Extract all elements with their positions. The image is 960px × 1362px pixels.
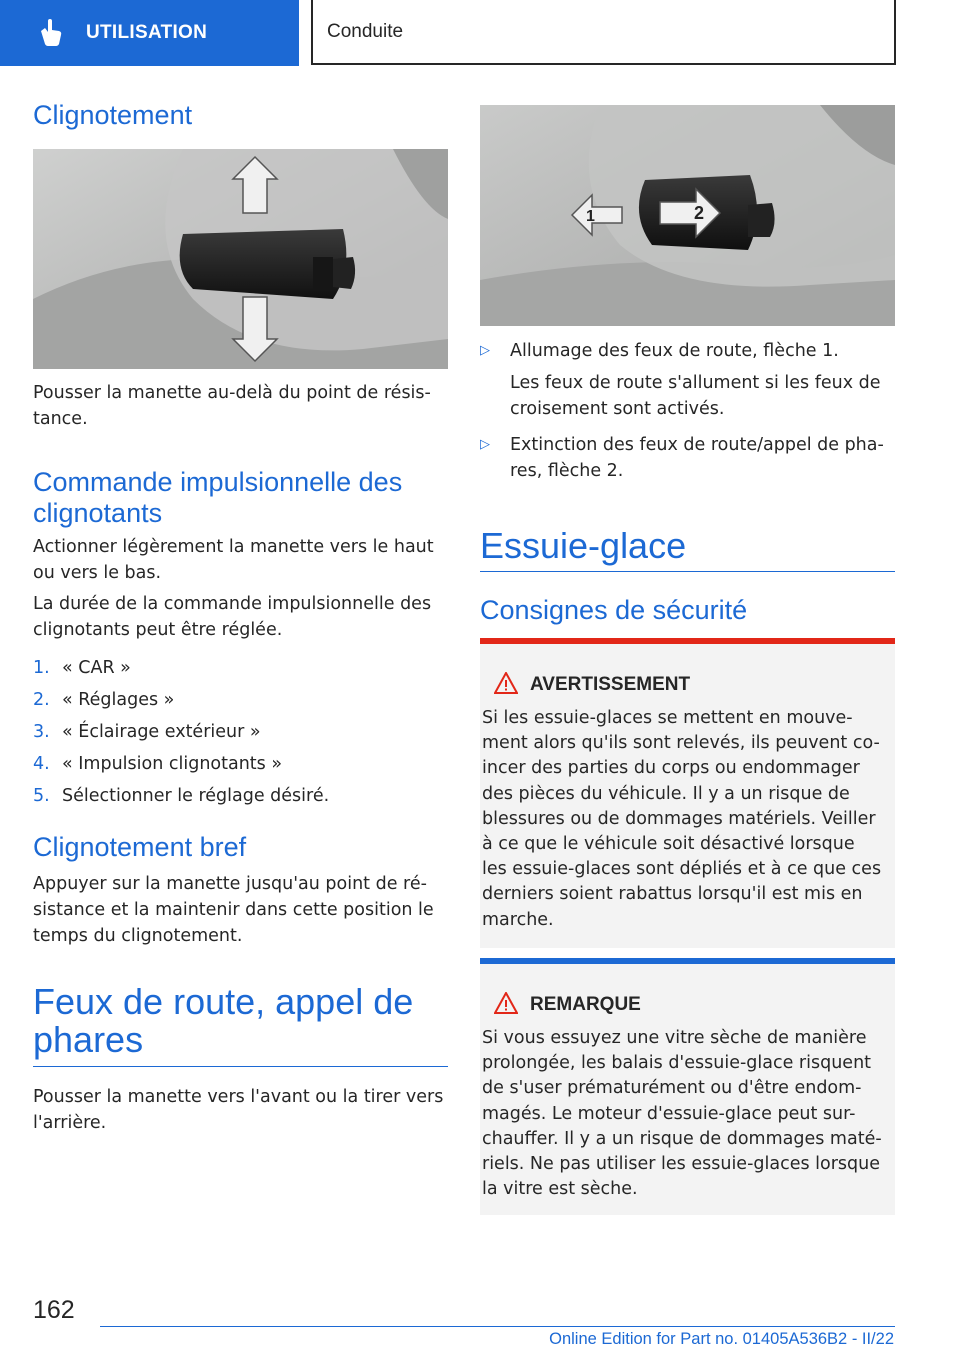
settings-steps-list: [33, 652, 448, 812]
high-beam-list: [480, 338, 895, 484]
hand-pointer-icon: [34, 17, 66, 49]
list-item: 1. « CAR »: [33, 658, 131, 678]
arrow-label-1: 1: [586, 208, 595, 225]
section-header: [311, 0, 896, 65]
figure-stalk-forward-back: [480, 105, 895, 326]
para-feux: Pousser la manette vers l'avant ou la tirer vers l'arrière.: [33, 1087, 444, 1133]
heading-underline: [480, 571, 895, 572]
notice-bar: [480, 958, 895, 964]
arrow-label-2: 2: [694, 203, 705, 223]
edition-text: Online Edition for Part no. 01405A536B2 - II/22: [549, 1330, 894, 1348]
warning-text: Si les essuie-glaces se mettent en mouve-ment alors qu'ils sont relevés, ils peuvent co-incer des parties du corps ou endommager des pièces du véhicule. Il y a un risque de blessures ou de dommages matériels. Veiller à ce que le véhicule soit désactivé lorsque les essuie-glaces sont dépliés et à ce que ces derniers soient rabattus lorsqu'il est mis en marche.: [482, 708, 882, 930]
notice-triangle-icon: [494, 992, 518, 1018]
triangle-bullet-icon: ▷: [480, 437, 490, 452]
section-label: Conduite: [327, 20, 404, 42]
warning-triangle-icon: [494, 672, 518, 698]
list-item: 5. Sélectionner le réglage désiré.: [33, 786, 330, 806]
warning-bar: [480, 638, 895, 644]
heading-bref: Clignotement bref: [33, 832, 247, 862]
heading-underline: [33, 1066, 448, 1067]
para-pousser: Pousser la manette au-delà du point de résis-tance.: [33, 383, 431, 429]
para-duree: La durée de la commande impulsionnelle des clignotants peut être réglée.: [33, 594, 432, 640]
footer-rule: [100, 1326, 895, 1327]
notice-text: Si vous essuyez une vitre sèche de manière prolongée, les balais d'essuie-glace risquent de s'user prématurément ou d'être endom-magés. Le moteur d'essuie-glace peut sur-chauffer. Il y a un risque de dommages maté-riels. Ne pas utiliser les essuie-glaces lorsque la vitre est sèche.: [482, 1028, 882, 1200]
page-number: 162: [33, 1296, 75, 1324]
figure-stalk-up-down: [33, 149, 448, 369]
list-item: 3. « Éclairage extérieur »: [33, 722, 261, 742]
heading-clignotement: Clignotement: [33, 100, 193, 130]
para-actionner: Actionner légèrement la manette vers le haut ou vers le bas.: [33, 537, 434, 583]
warning-callout: [480, 638, 895, 948]
triangle-bullet-icon: ▷: [480, 343, 490, 358]
warning-label: AVERTISSEMENT: [530, 674, 691, 695]
heading-impulsionnelle: Commande impulsionnelle des clignotants: [33, 467, 403, 528]
notice-callout: [480, 958, 895, 1215]
list-item: ▷ Allumage des feux de route, flèche 1. Les feux de route s'allument si les feux de croisement sont activés.: [480, 338, 895, 422]
list-item: ▷ Extinction des feux de route/appel de pha-res, flèche 2.: [480, 432, 895, 484]
heading-feux-de-route: Feux de route, appel de phares: [33, 981, 414, 1060]
chapter-label: UTILISATION: [86, 22, 208, 43]
list-item: 2. « Réglages »: [33, 690, 175, 710]
chapter-tab: [0, 0, 299, 66]
notice-label: REMARQUE: [530, 994, 641, 1015]
list-item: 4. « Impulsion clignotants »: [33, 754, 283, 774]
para-appuyer: Appuyer sur la manette jusqu'au point de ré-sistance et la maintenir dans cette position le temps du clignotement.: [33, 874, 434, 946]
heading-essuie-glace: Essuie-glace: [480, 525, 687, 566]
heading-consignes: Consignes de sécurité: [480, 595, 748, 625]
